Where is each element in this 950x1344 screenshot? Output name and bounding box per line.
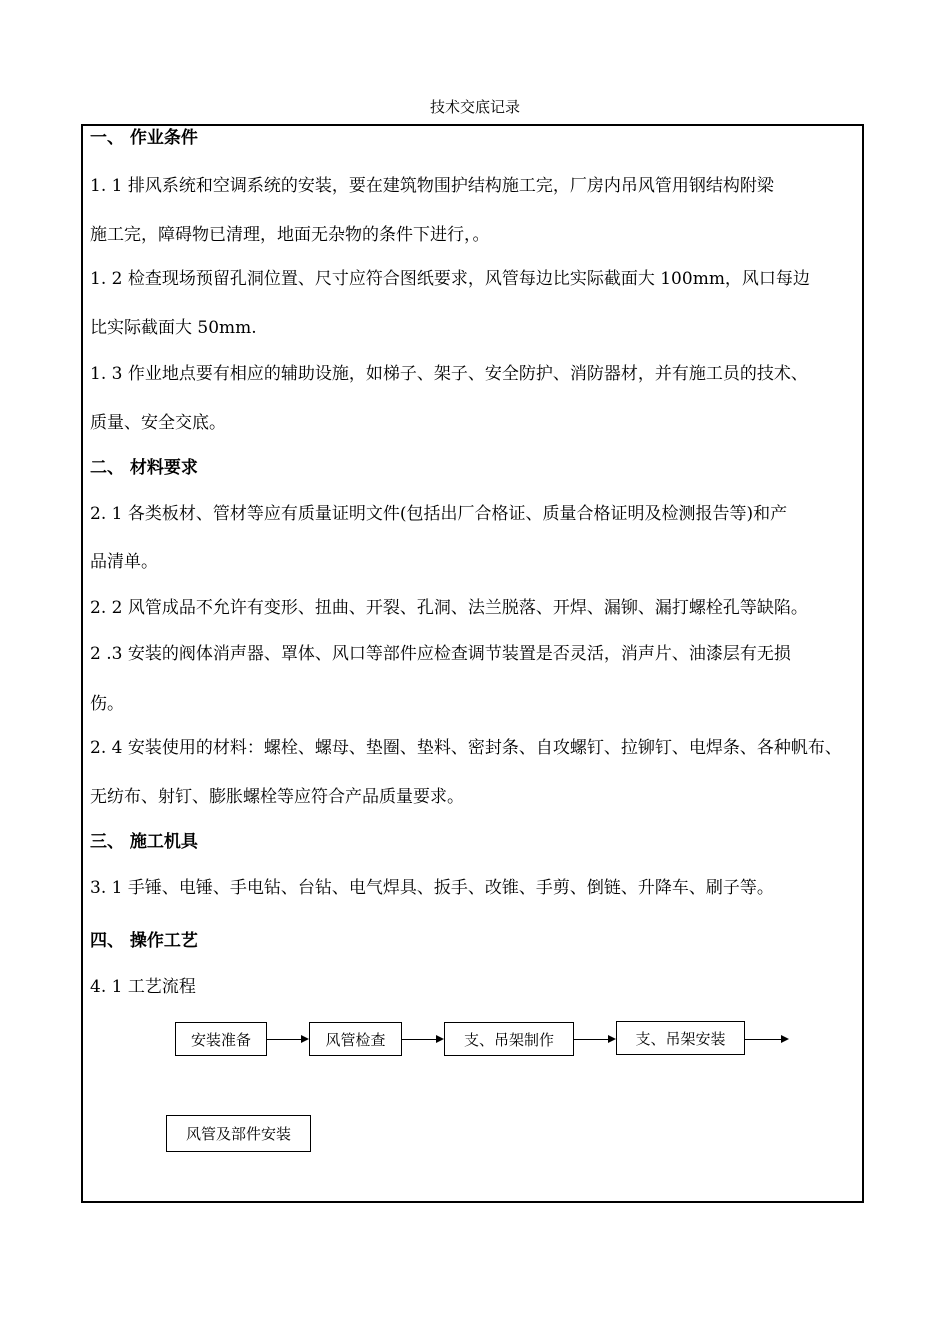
section-2-4-line-2: 无纺布、射钉、膨胀螺栓等应符合产品质量要求。	[90, 787, 464, 807]
section-1-2-line-1: 1. 2 检查现场预留孔洞位置、尺寸应符合图纸要求，风管每边比实际截面大 100mm，风口每边	[90, 269, 810, 289]
flow-arrow-3	[574, 1039, 614, 1040]
section-1-heading: 一、 作业条件	[90, 128, 198, 148]
section-1-3-line-1: 1. 3 作业地点要有相应的辅助设施，如梯子、架子、安全防护、消防器材，并有施工员的技术、	[90, 364, 808, 384]
flow-step-prepare: 安装准备	[175, 1022, 267, 1056]
flow-arrow-4	[745, 1039, 787, 1040]
flow-step-support-installation: 支、吊架安装	[616, 1021, 745, 1055]
section-2-2-line-1: 2. 2 风管成品不允许有变形、扭曲、开裂、孔洞、法兰脱落、开焊、漏铆、漏打螺栓孔等缺陷。	[90, 598, 808, 618]
section-2-3-line-1: 2 .3 安装的阀体消声器、罩体、风口等部件应检查调节装置是否灵活，消声片、油漆层有无损	[90, 644, 791, 664]
section-1-1-line-1: 1. 1 排风系统和空调系统的安装，要在建筑物围护结构施工完，厂房内吊风管用钢结构附梁	[90, 176, 774, 196]
section-1-2-line-2: 比实际截面大 50mm.	[90, 318, 257, 338]
flow-step-support-fabrication: 支、吊架制作	[444, 1022, 574, 1056]
section-2-heading: 二、 材料要求	[90, 458, 198, 478]
document-title: 技术交底记录	[429, 98, 520, 116]
flow-arrow-1	[267, 1039, 307, 1040]
section-2-4-line-1: 2. 4 安装使用的材料：螺栓、螺母、垫圈、垫料、密封条、自攻螺钉、拉铆钉、电焊条、各种帆布、	[90, 738, 842, 758]
flow-arrow-2	[402, 1039, 442, 1040]
section-4-heading: 四、 操作工艺	[90, 931, 198, 951]
flow-step-duct-check: 风管检查	[309, 1022, 402, 1056]
section-2-3-line-2: 伤。	[90, 694, 124, 714]
section-2-1-line-1: 2. 1 各类板材、管材等应有质量证明文件(包括出厂合格证、质量合格证明及检测报告等)和产	[90, 504, 788, 524]
section-2-1-line-2: 品清单。	[90, 552, 158, 572]
section-3-heading: 三、 施工机具	[90, 832, 198, 852]
section-1-3-line-2: 质量、安全交底。	[90, 413, 226, 433]
section-3-1-line-1: 3. 1 手锤、电锤、手电钻、台钻、电气焊具、扳手、改锥、手剪、倒链、升降车、刷子等。	[90, 878, 774, 898]
section-1-1-line-2: 施工完，障碍物已清理，地面无杂物的条件下进行，。	[90, 225, 490, 245]
section-4-1-line-1: 4. 1 工艺流程	[90, 977, 196, 997]
flow-step-duct-installation: 风管及部件安装	[166, 1115, 311, 1152]
